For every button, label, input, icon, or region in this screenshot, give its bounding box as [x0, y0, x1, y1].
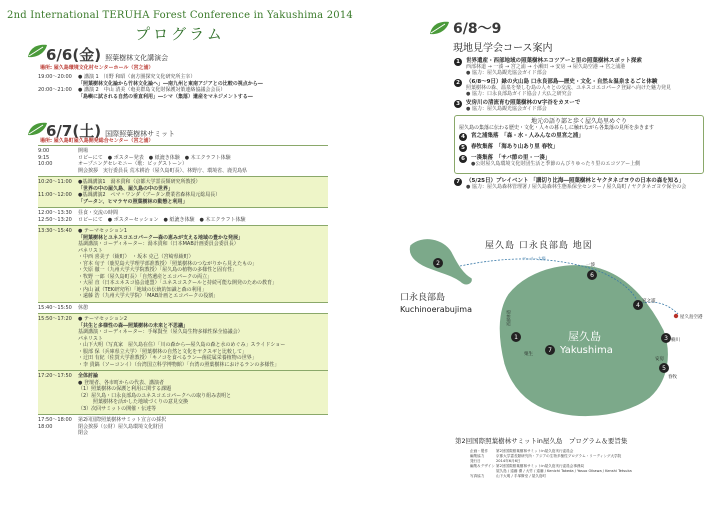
schedule-text: 閉会 [78, 430, 89, 436]
tour-detail: 照葉樹林の森、温泉を楽しむ島の人々との交流、ユネスコエコパーク登録へ向けた魅力発見 [466, 85, 672, 91]
schedule-row [38, 362, 328, 369]
schedule-time: 17:50～18:00 [38, 417, 72, 423]
schedule-text: 基調講演・コーディネーター：湯本貴和（日本MAB計画委員会委員長） [78, 241, 239, 247]
tour-detail: ● 協力：屋久島観光協会ガイド部会 [466, 106, 547, 112]
schedule-row [38, 293, 328, 300]
session-block [38, 414, 328, 439]
svg-text:6: 6 [590, 272, 594, 280]
svg-text:5: 5 [662, 365, 666, 373]
schedule-text: ・矢原 徹一（九州大学大学院教授）「屋久島の植物の多様性と固有性」 [78, 267, 238, 273]
colophon-value: 屋久島 / 遠藤 優 / 大竹 / 遠藤 / Kenichi Takeda / Yasuo Oikawa / Kenshi Tetsuka [496, 469, 632, 473]
colophon-value: 2014年6月6日 [496, 459, 521, 463]
schedule-text: 昼食・交流の時間 [78, 210, 119, 216]
colophon-key: 企画・製作 [470, 449, 488, 453]
schedule-time [38, 430, 78, 437]
schedule-text: ・辻田 有紀（佐賀大学准教授）「キノコを食べるラン―菌従属栄養植物の世界」 [78, 355, 257, 361]
tour-detail: ● 協力：屋久島森林管理署 / 屋久島森林生態系保全センター / 屋久島町 / ヤクタネゴヨウ保全の会 [466, 184, 687, 190]
schedule-time: 19:00～20:00 [38, 74, 72, 80]
tour-number: 6 [459, 155, 467, 163]
schedule-text: 「照葉樹林文化論から竹林文化論へ」―南九州と東南アジアとの比較の視点から― [78, 80, 263, 87]
yaku-label-jp: 屋久島 [568, 330, 601, 343]
conference-title: 2nd International TERUHA Forest Conference in Yakushima 2014 [7, 10, 353, 21]
schedule-text: 「共生と多様性の森―照葉樹林の未来と不思議」 [78, 322, 189, 329]
schedule-text: ● テーマセッション1 [78, 228, 128, 234]
map [400, 230, 720, 420]
map-title: 屋久島 口永良部島 地図 [485, 241, 593, 251]
svg-text:3: 3 [664, 335, 668, 343]
schedule-text: （2）屋久島・口永良部島のユネスコエコパークへの取り組み表明と [78, 392, 232, 399]
schedule-row [38, 406, 328, 413]
schedule-text: （1）照葉樹林の保護と利用に関する課題 [78, 386, 172, 392]
kuchi-label-en: Kuchinoerabujima [400, 305, 472, 314]
kuchi-label-jp: 口永良部島 [400, 293, 446, 303]
schedule-text: ・宮本 旬子（鹿児島大学理学部准教授）「照葉樹林のつながりから見えたもの」 [78, 260, 258, 267]
label-miyanoura: 宮之浦 [642, 299, 656, 304]
schedule-time [38, 362, 78, 369]
schedule-row [38, 305, 328, 312]
tour-number: 5 [459, 144, 467, 152]
label-airport: 屋久島空港 [680, 315, 703, 320]
schedule-text: ● テーマセッション2 [78, 316, 128, 322]
schedule-text: 開会挨拶 実行委員長 荒木耕治（屋久島町長）、林野庁、環境省、鹿児島県 [78, 167, 248, 174]
schedule-time [38, 94, 78, 101]
map-marker-3 [661, 333, 671, 343]
village-walk-box [454, 115, 704, 174]
schedule-text: ロビーにて ● ポスターセッション ● 紙漉き体験 ● 木工クラフト体験 [78, 216, 246, 223]
schedule-time [38, 168, 78, 175]
tour-item [454, 100, 704, 112]
tour-item [459, 133, 699, 141]
schedule-time [38, 199, 78, 206]
svg-text:2: 2 [436, 260, 440, 268]
tour-number: 2 [454, 79, 462, 87]
leaf-icon [26, 121, 48, 137]
schedule-time [38, 406, 78, 413]
leaf-icon [26, 43, 48, 59]
schedule-text: ●基調講演2 ペマ・ワンダ（ブータン農業省森林局元総局長） [78, 192, 221, 198]
schedule-text: ロビーにて ● ポスター発表 ● 紙漉き体験 ● 木工クラフト体験 [78, 154, 231, 161]
colophon-value: 第2回国際照葉樹林サミットin屋久島実行委員会事務局 [496, 464, 585, 468]
schedule-time: 9:00 [38, 148, 50, 154]
tour-number: 4 [459, 133, 467, 141]
tour-title: 宮之浦集落 「森・水・人みんなの里宮之浦」 [471, 133, 584, 139]
day2-date: 6/7(土) [46, 122, 102, 140]
tour-title: 春牧集落 「海あり山あり里 春牧」 [471, 144, 559, 150]
tour-number: 7 [454, 178, 462, 186]
colophon-key: 編集＆デザイン [470, 464, 495, 468]
schedule-text: 第2回国際照葉樹林サミット宣言の採択 [78, 417, 167, 423]
schedule-text: ・牧野 一郎（屋久島町長）「自然遺産とエコパークの両立」 [78, 273, 213, 280]
tour-item [459, 155, 699, 167]
tour-title: 一湊集落 「サバ節の里・一湊」 [471, 155, 551, 161]
schedule-row [38, 94, 328, 101]
day2-label: 国際照葉樹林サミット [105, 130, 175, 138]
schedule-time: 17:20～17:50 [38, 373, 72, 379]
village-walk-sub: 屋久島の集落に伝わる歴史・文化・人々の暮らしに触れながら各集落の見所を歩きます [459, 125, 655, 131]
label-ferry: フェリー太陽 [522, 256, 546, 261]
schedule-time: 10:20～11:00 [38, 179, 72, 185]
session-block [38, 207, 328, 225]
tour-title: （5/25日）プレイベント 「講切り比海―照葉樹林とヤクタネゴヨウの日本の森を知る」 [466, 178, 685, 184]
label-harumaki: 春牧 [668, 375, 677, 380]
colophon [470, 449, 710, 479]
tour-title: 現地見学会コース案内 [453, 43, 553, 54]
schedule-time: 13:30～15:40 [38, 228, 72, 234]
svg-text:7: 7 [548, 347, 552, 355]
schedule-text: ・内山 誠（TEK研究所）「地域の伝統的知識と森の利用」 [78, 286, 207, 293]
tour-detail: ●公財屋久島環境文化財団生活と季節のんびりゆったり里のエコツアー上側 [471, 161, 641, 167]
village-walk-title: 地元の語り部と歩く屋久島里めぐり [530, 118, 627, 125]
schedule-time: 10:00 [38, 161, 53, 167]
schedule-row [38, 430, 328, 437]
schedule-text: 「世界の中の屋久島、屋久島の中の世界」 [78, 185, 174, 192]
label-anbo: 安房 [655, 357, 664, 362]
day1-schedule [38, 74, 328, 100]
schedule-time: 15:40～15:50 [38, 304, 72, 311]
schedule-text: ・中西 喜美子（綾町） ・坂本 克己（宮崎県綾町） [78, 254, 194, 260]
label-kurio: 栗生 [524, 352, 533, 357]
airport-marker [674, 314, 678, 318]
map-marker-5 [659, 363, 669, 373]
schedule-text: 「島嶼に試される自然の垂直利用」―シマ（集落）遺産をマネジメントする― [78, 93, 253, 100]
colophon-row [470, 474, 710, 479]
schedule-text: 照葉樹林を活かした地域づくりの意見交換 [78, 399, 189, 405]
schedule-text: ・服部 保（兵庫県立大学）「照葉樹林の自然と文化をヤクスギと比較して」 [78, 348, 248, 355]
map-marker-7 [545, 345, 555, 355]
island-map-svg [400, 230, 720, 420]
schedule-text: ●基調講演1 湯本貴和（京都大学霊長類研究所教授） [78, 179, 201, 185]
session-block [38, 302, 328, 314]
tour-item [454, 58, 704, 76]
schedule-text: ・大屋 直（日本ユネスコ協会連盟）「ユネスコスクールと持続可能な開発のための教育」 [78, 280, 277, 286]
session-block [38, 145, 328, 176]
map-marker-6 [587, 270, 597, 280]
schedule-row [38, 217, 328, 224]
tour-title: 安房川の清流育む照葉樹林のV字谷をカヌーで [466, 100, 581, 106]
day1-label: 照葉樹林文化講演会 [105, 54, 169, 62]
map-marker-1 [511, 332, 521, 342]
tour-item [454, 79, 704, 97]
leaf-icon [428, 20, 450, 36]
footer-title: 第2回国際照葉樹林サミットin屋久島 プログラム＆要旨集 [455, 437, 628, 445]
tour-number: 3 [454, 100, 462, 108]
label-kusugawa: 楠川 [671, 338, 680, 343]
schedule-text: 休憩 [78, 304, 89, 311]
schedule-time: 9:15 [38, 154, 50, 161]
tour-date: 6/8～9 [453, 21, 502, 37]
schedule-text: ・遠藤 浩（九州大学大学院）「MAB計画とエコパークの役割」 [78, 293, 219, 299]
schedule-row [38, 199, 328, 206]
schedule-text: パネリスト [78, 335, 103, 342]
schedule-time: 12:00～13:30 [38, 210, 72, 216]
colophon-value: 山下大明 / 手塚賢至 / 屋久島町 [496, 474, 547, 478]
schedule-text: ・山下大明（写真家 屋久島在住）「川の森から―屋久島の森と水のめぐみ」スライドショー [78, 342, 286, 348]
schedule-text: パネリスト [78, 247, 103, 254]
schedule-text: ● 講演 2 中山 清美（奄美群島文化財保護対策連絡協議会会長） [78, 87, 226, 93]
session-block [38, 370, 328, 414]
schedule-time: 11:00～12:00 [38, 192, 72, 198]
session-block [38, 225, 328, 302]
schedule-text: ・李 貴鎬（ソーコンイ）（台湾国立科学博物館）「台湾の照葉樹林におけるランの多様性」 [78, 361, 280, 368]
tour-detail: ● 協力：屋久島観光協会ガイド部会 [466, 70, 547, 76]
day1-header [46, 44, 168, 65]
svg-text:4: 4 [636, 302, 640, 310]
session-block [38, 313, 328, 370]
label-nishibu: 西部林道 [506, 310, 511, 326]
tour-list [454, 58, 704, 193]
schedule-text: 「ブータン、ヒマラヤの照葉樹林の動態と利用」 [78, 198, 188, 205]
yaku-label-en: Yakushima [560, 345, 613, 356]
label-isso: 一湊 [586, 263, 595, 268]
schedule-text: 「照葉樹林とユネスコエコパーク―森の恵みが支える地域の豊かな発展」 [78, 234, 244, 241]
colophon-value: 第2回国際照葉樹林サミットin屋久島実行委員会 [496, 449, 574, 453]
tour-number: 1 [454, 58, 462, 66]
schedule-text: 全体討論 [78, 373, 99, 379]
tour-title: （6/8～9日）緑の火山島 口永良部島―歴史・文化・自然＆温泉まるごと体験 [466, 79, 658, 85]
schedule-time [38, 293, 78, 300]
tour-title: 世界遺産・西部地域の照葉樹林エコツアーと里の照葉樹林スポット探索 [466, 58, 642, 64]
schedule-text: 閉会挨拶（公財）屋久島環境文化財団 [78, 423, 164, 430]
schedule-text: ● 登壇者、各市町からの代表、講演者 [78, 379, 164, 386]
tour-item [459, 144, 699, 152]
colophon-key: 写真協力 [470, 474, 485, 478]
tour-detail: 西部林道 → 一湊 → 宮之浦 → 小瀬田 → 安房 → 屋久島空港 → 宮之浦港 [466, 64, 626, 70]
schedule-time: 20:00～21:00 [38, 87, 72, 93]
schedule-text: ● 講演 1 川野 和昭（南方圏探究文化研究所主宰） [78, 74, 196, 80]
schedule-time: 12:50～13:20 [38, 216, 72, 223]
colophon-key: 編集協力 [470, 454, 485, 458]
tour-detail: ● 協力：口永良部島ガイド協会 / 大仏之研究会 [466, 91, 572, 97]
colophon-key: 発行日 [470, 459, 481, 463]
schedule-text: 開場 [78, 148, 89, 154]
colophon-value: 京都大学霊長類研究所・アジアの生物多様性プログラム・リーディング大学院 [496, 454, 622, 458]
session-block [38, 176, 328, 207]
schedule-text: オープニングセレモニー（歌：ビッグストーン） [78, 161, 188, 167]
schedule-text: （3）次回サミットの開催・伝達等 [78, 405, 157, 412]
day2-schedule [38, 145, 328, 439]
svg-text:1: 1 [514, 334, 518, 342]
tour-item [454, 178, 704, 190]
day1-venue: 場所: 屋久島環境文化村センターホール（宮之浦） [40, 65, 154, 71]
day2-venue: 場所: 屋久島町屋久島開発総合センター（宮之浦） [40, 138, 154, 144]
map-marker-2 [433, 258, 443, 268]
schedule-text: 基調講演・コーディネーター：手塚賢至（屋久島生物多様性保全協議会） [78, 329, 243, 335]
program-title: プログラム [135, 25, 225, 43]
schedule-row [38, 168, 328, 175]
schedule-time: 15:50～17:20 [38, 316, 72, 322]
day1-date: 6/6(金) [46, 46, 102, 64]
schedule-time: 18:00 [38, 423, 53, 430]
